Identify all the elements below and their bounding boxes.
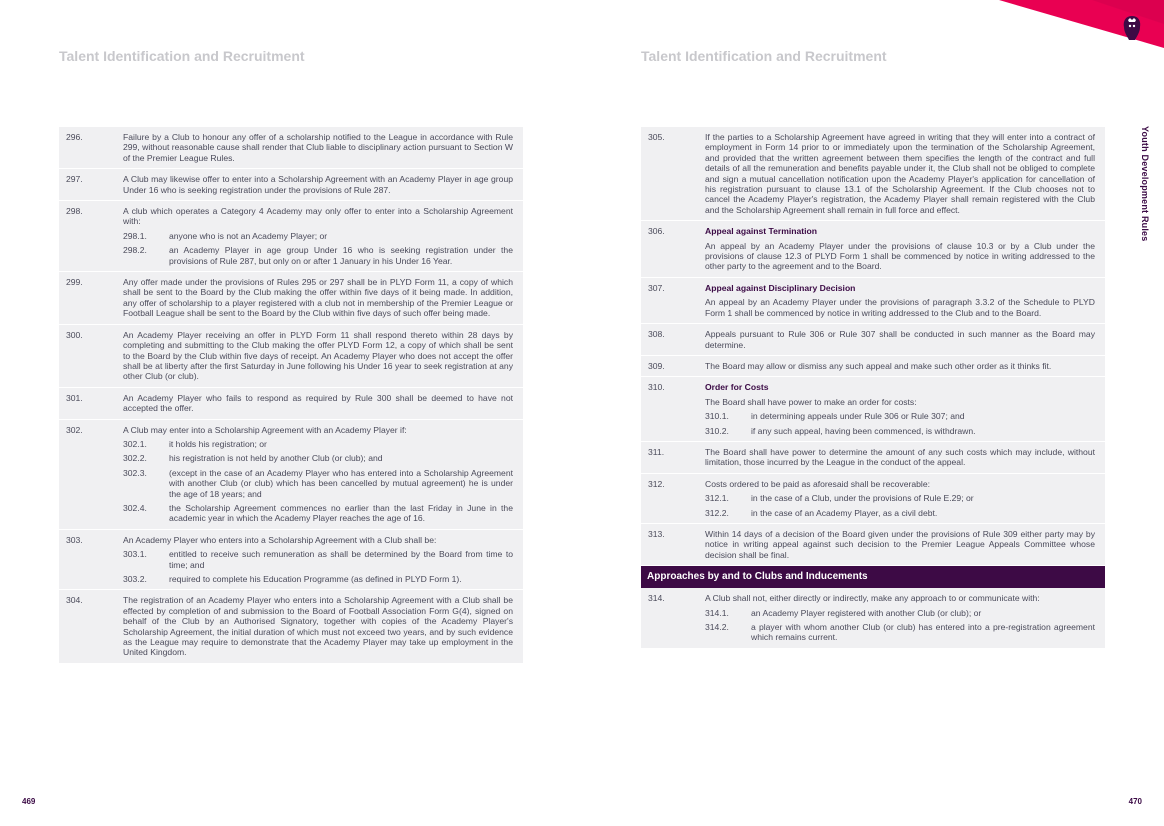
rule-number: 298. bbox=[66, 206, 83, 217]
rule-number: 312. bbox=[648, 478, 665, 489]
rule-text: If the parties to a Scholarship Agreement have agreed in writing that they will enter into a contract of employment in Form 14 prior to or immediately upon the termination of the Scholarship Agreement, and provided that the written agreement between them specifies the length of the contract and full details of all the remuneration and benefits payable under it, the Club shall not be obliged to complete and sign a mutual cancellation notification upon the Academy Player's application for cancellation of his registration pursuant to clause 13.1 of the Scholarship Agreement. If the Club chooses not to cancel the Academy Player's registration, the Academy Player shall remain registered with the Club and the Scholarship Agreement shall remain in full force and effect. bbox=[705, 132, 1095, 215]
sub-rule bbox=[123, 574, 513, 584]
rule-number: 307. bbox=[648, 282, 665, 293]
rule-body bbox=[705, 329, 1095, 350]
rule-body bbox=[705, 382, 1095, 436]
sub-rule-text: anyone who is not an Academy Player; or bbox=[169, 230, 328, 241]
rule-number: 308. bbox=[648, 329, 665, 340]
rule-body bbox=[705, 132, 1095, 215]
right-column bbox=[641, 127, 1105, 649]
sub-rule-text: in determining appeals under Rule 306 or Rule 307; and bbox=[751, 411, 965, 422]
sub-rule-text: if any such appeal, having been commenced, is withdrawn. bbox=[751, 425, 976, 436]
sub-rule-number: 298.1. bbox=[123, 230, 147, 241]
sub-rule bbox=[705, 508, 1095, 518]
sub-rule-number: 312.1. bbox=[705, 493, 729, 504]
rule-number: 302. bbox=[66, 424, 83, 435]
rule-text: The Board shall have power to determine the amount of any such costs which may include, without limitation, those incurred by the League in the conduct of the appeal. bbox=[705, 446, 1095, 468]
sub-rule-number: 310.1. bbox=[705, 411, 729, 422]
rule-number: 304. bbox=[66, 595, 83, 606]
left-column bbox=[59, 127, 523, 664]
sub-rule-text: an Academy Player in age group Under 16 who is seeking registration under the provisions of Rule 287, but only on or after 1 January in his Under 16 Year. bbox=[169, 245, 513, 266]
rule-number: 314. bbox=[648, 593, 665, 604]
rule-text: Failure by a Club to honour any offer of a scholarship notified to the League in accordance with Rule 299, without reasonable cause shall render that Club liable to disciplinary action pursuant to Section W of the Premier League Rules. bbox=[123, 132, 513, 163]
sub-rule bbox=[705, 493, 1095, 503]
sub-rule bbox=[123, 549, 513, 570]
sub-rule-text: in the case of a Club, under the provisions of Rule E.29; or bbox=[751, 493, 974, 504]
sub-rule bbox=[123, 468, 513, 499]
section-banner: Approaches by and to Clubs and Inducements bbox=[641, 566, 1105, 588]
rule-number: 301. bbox=[66, 392, 83, 403]
sub-rule bbox=[123, 453, 513, 463]
rule-text: An Academy Player who enters into a Scholarship Agreement with a Club shall be: bbox=[123, 534, 437, 545]
sub-rule bbox=[705, 411, 1095, 421]
rule-item bbox=[59, 325, 523, 388]
rule-number: 296. bbox=[66, 132, 83, 142]
rule-text: An appeal by an Academy Player under the provisions of paragraph 3.3.2 of the Schedule to PLYD Form 1 shall be commenced by notice in writing addressed to the Club and to the Board. bbox=[705, 297, 1095, 318]
rule-item bbox=[641, 278, 1105, 324]
rule-item bbox=[641, 324, 1105, 356]
rule-text: Costs ordered to be paid as aforesaid shall be recoverable: bbox=[705, 478, 931, 489]
sub-rule-text: required to complete his Education Programme (as defined in PLYD Form 1). bbox=[169, 574, 462, 584]
rule-body bbox=[123, 277, 513, 319]
rule-number: 311. bbox=[648, 446, 665, 457]
rule-text: Within 14 days of a decision of the Board given under the provisions of Rule 309 either party may by notice in writing appeal against such decision to the Premier League Appeals Committee whose decision shall be final. bbox=[705, 528, 1095, 560]
rule-body bbox=[123, 595, 513, 657]
rule-body bbox=[705, 529, 1095, 560]
right-page-number: 470 bbox=[1128, 797, 1142, 806]
rules-block-appeals bbox=[641, 127, 1105, 566]
sub-rule bbox=[123, 231, 513, 241]
rule-text: The registration of an Academy Player who enters into a Scholarship Agreement with a Club shall be effected by completion of and submission to the Board of Football Association Form G(4), signed on behalf of the Club by an Authorised Signatory, together with copies of the Academy Player's Scholarship Agreement, the initial duration of which must not exceed two years, and by such evidence as the League may require to demonstrate that the Academy Player may take up employment in the United Kingdom. bbox=[123, 595, 513, 658]
rule-text: An appeal by an Academy Player under the provisions of clause 10.3 or by a Club under the provisions of clause 12.3 of PLYD Form 1 shall be commenced by notice in writing addressed to the other party to the agreement and to the Board. bbox=[705, 240, 1095, 272]
premier-league-lion-icon bbox=[1120, 14, 1144, 42]
rule-number: 310. bbox=[648, 382, 665, 393]
rule-text: The Board may allow or dismiss any such appeal and make such other order as it thinks fit. bbox=[705, 360, 1052, 371]
rule-item bbox=[59, 169, 523, 201]
rule-body bbox=[123, 206, 513, 266]
rule-text: A Club may likewise offer to enter into a Scholarship Agreement with an Academy Player in age group Under 16 who is seeking registration under the provisions of Rule 287. bbox=[123, 174, 513, 195]
sub-rule-text: his registration is not held by another Club (or club); and bbox=[169, 453, 383, 464]
rule-body bbox=[705, 361, 1095, 371]
rule-text: An Academy Player who fails to respond as required by Rule 300 shall be deemed to have not accepted the offer. bbox=[123, 392, 513, 414]
rule-body bbox=[123, 132, 513, 163]
sub-rule-number: 302.3. bbox=[123, 467, 147, 478]
rule-number: 299. bbox=[66, 277, 83, 288]
sub-rule bbox=[705, 608, 1095, 618]
left-running-title: Talent Identification and Recruitment bbox=[59, 48, 305, 64]
rule-item bbox=[641, 524, 1105, 566]
rule-item bbox=[59, 272, 523, 325]
sub-rule-number: 302.1. bbox=[123, 438, 147, 449]
rule-item bbox=[59, 388, 523, 420]
sub-rule-number: 310.2. bbox=[705, 425, 729, 436]
sub-rule-text: (except in the case of an Academy Player who has entered into a Scholarship Agreement with another Club (or club) which has been cancelled by mutual agreement) he is under the age of 18 years; and bbox=[169, 467, 513, 499]
sub-rule-number: 303.2. bbox=[123, 574, 147, 584]
rule-item bbox=[641, 356, 1105, 377]
rule-body bbox=[705, 447, 1095, 468]
sub-rule-text: the Scholarship Agreement commences no earlier than the last Friday in June in the academic year in which the Academy Player reaches the age of 16. bbox=[169, 502, 513, 524]
rule-number: 309. bbox=[648, 360, 665, 371]
sub-rule bbox=[123, 245, 513, 266]
sub-rule-number: 314.1. bbox=[705, 607, 729, 618]
rule-number: 305. bbox=[648, 132, 665, 142]
rule-text: An Academy Player receiving an offer in PLYD Form 11 shall respond thereto within 28 days by completing and submitting to the Club making the offer PLYD Form 12, a copy of which shall be sent to the Board by the Club within five days of receipt. An Academy Player who does not accept the offer shall be at liberty after the first Saturday in June following his Under 16 year to seek registration at any other Club (or club). bbox=[123, 329, 513, 382]
rule-text: Any offer made under the provisions of Rules 295 or 297 shall be in PLYD Form 11, a copy of which shall be sent to the Board by the Club making the offer within five days of it being made. In addition, any offer of scholarship to a player registered with a club not in membership of the Premier League or Football League shall be sent to the Board by the Club within five days of such offer being made. bbox=[123, 277, 513, 319]
sub-rule bbox=[705, 426, 1095, 436]
sub-rule-number: 298.2. bbox=[123, 245, 147, 256]
sub-rule-text: a player with whom another Club (or club) has entered into a pre-registration agreement which remains current. bbox=[751, 622, 1095, 643]
rule-number: 303. bbox=[66, 534, 83, 545]
rule-number: 300. bbox=[66, 329, 83, 340]
rule-body bbox=[705, 593, 1095, 643]
sub-rule-number: 303.1. bbox=[123, 549, 147, 560]
rule-body bbox=[123, 425, 513, 524]
sub-rule bbox=[123, 439, 513, 449]
rule-number: 306. bbox=[648, 226, 665, 237]
rule-body bbox=[705, 226, 1095, 272]
rule-item bbox=[59, 127, 523, 169]
rule-number: 313. bbox=[648, 528, 665, 539]
rule-body bbox=[705, 283, 1095, 318]
rule-item bbox=[641, 221, 1105, 278]
rule-text: Appeals pursuant to Rule 306 or Rule 307 shall be conducted in such manner as the Board may determine. bbox=[705, 329, 1095, 350]
section-side-tab: Youth Development Rules bbox=[1140, 126, 1150, 242]
sub-rule-text: an Academy Player registered with another Club (or club); or bbox=[751, 607, 982, 618]
sub-rule-text: in the case of an Academy Player, as a civil debt. bbox=[751, 507, 938, 518]
rule-heading: Appeal against Termination bbox=[705, 226, 818, 237]
rule-item bbox=[59, 590, 523, 663]
rule-item bbox=[641, 588, 1105, 649]
left-page-number: 469 bbox=[22, 797, 36, 806]
rule-heading: Appeal against Disciplinary Decision bbox=[705, 282, 856, 293]
sub-rule-number: 302.4. bbox=[123, 502, 147, 513]
rule-text: A Club shall not, either directly or indirectly, make any approach to or communicate with: bbox=[705, 593, 1040, 604]
sub-rule-number: 314.2. bbox=[705, 622, 729, 632]
rule-text: A club which operates a Category 4 Academy may only offer to enter into a Scholarship Agreement with: bbox=[123, 206, 513, 227]
rule-body bbox=[123, 535, 513, 585]
rule-item bbox=[641, 442, 1105, 474]
rule-text: The Board shall have power to make an order for costs: bbox=[705, 396, 917, 407]
sub-rule-number: 302.2. bbox=[123, 453, 147, 464]
rules-block-approaches bbox=[641, 588, 1105, 649]
rule-heading: Order for Costs bbox=[705, 382, 769, 393]
rule-item bbox=[641, 474, 1105, 524]
sub-rule-number: 312.2. bbox=[705, 507, 729, 518]
rule-text: A Club may enter into a Scholarship Agreement with an Academy Player if: bbox=[123, 424, 407, 435]
sub-rule-text: entitled to receive such remuneration as shall be determined by the Board from time to time; and bbox=[169, 549, 513, 570]
rule-item bbox=[641, 377, 1105, 442]
rule-body bbox=[123, 330, 513, 382]
sub-rule-text: it holds his registration; or bbox=[169, 438, 267, 449]
rule-body bbox=[705, 479, 1095, 518]
right-running-title: Talent Identification and Recruitment bbox=[641, 48, 887, 64]
sub-rule bbox=[705, 622, 1095, 643]
rule-body bbox=[123, 174, 513, 195]
rule-item bbox=[59, 530, 523, 591]
rule-item bbox=[641, 127, 1105, 221]
rule-number: 297. bbox=[66, 174, 83, 185]
sub-rule bbox=[123, 503, 513, 524]
rule-item bbox=[59, 420, 523, 530]
rule-body bbox=[123, 393, 513, 414]
rule-item bbox=[59, 201, 523, 272]
